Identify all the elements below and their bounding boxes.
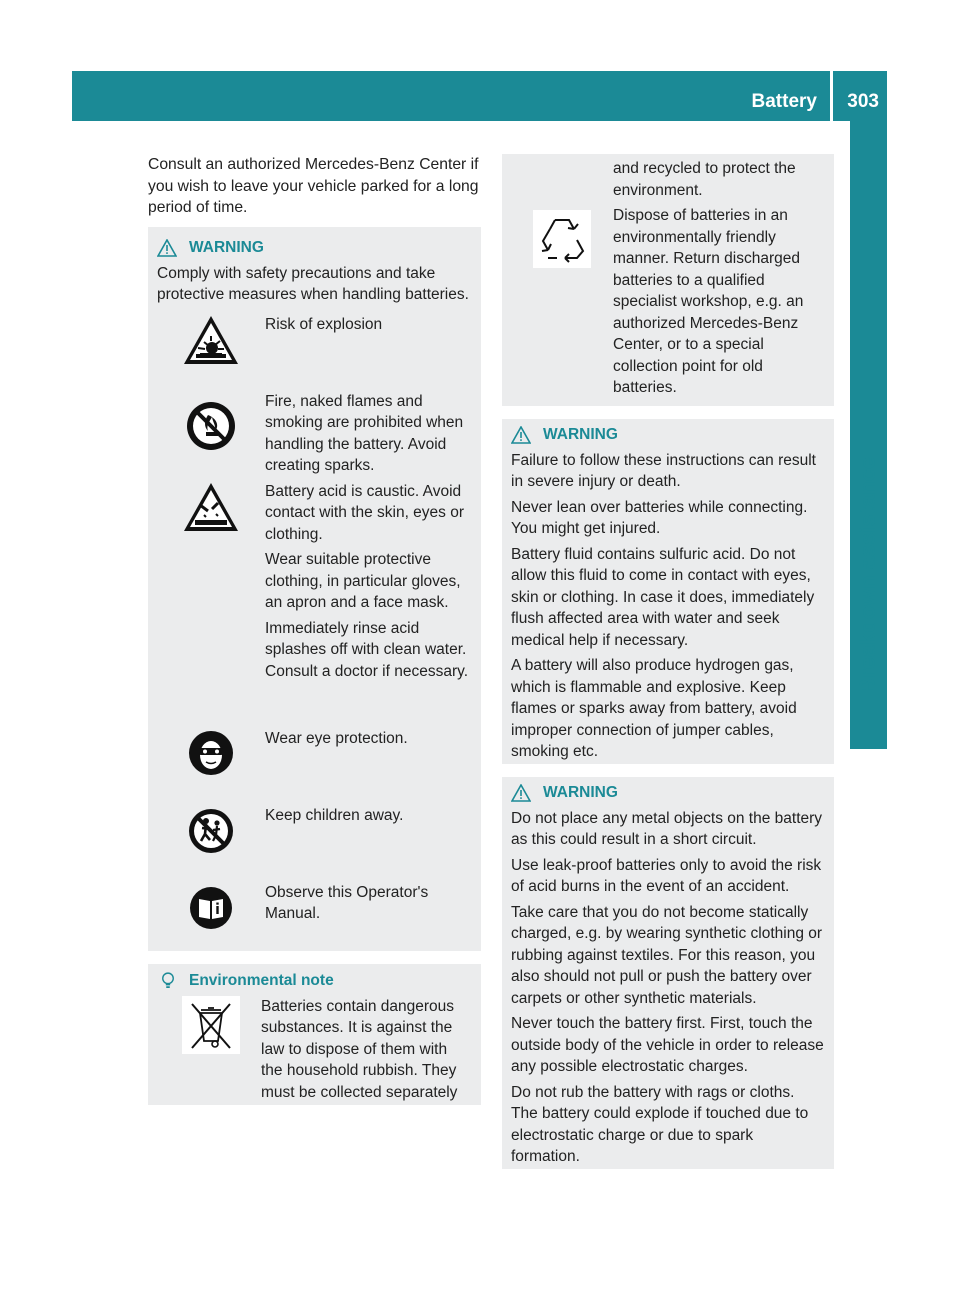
- warning-paragraph: Never lean over batteries while connecting. You might get injured.: [511, 498, 808, 537]
- symbol-text: Immediately rinse acid splashes off with clean water. Consult a doctor if necessary.: [265, 619, 469, 680]
- read-manual-icon: [189, 886, 233, 930]
- symbol-row-manual: [157, 882, 472, 952]
- warning-heading: [511, 424, 825, 446]
- warning-heading: [157, 237, 472, 259]
- symbol-text: Fire, naked flames and smoking are prohibited when handling the battery. Avoid creating sparks.: [265, 392, 464, 474]
- warning-paragraph: Use leak-proof batteries only to avoid the risk of acid burns in the event of an accident.: [511, 856, 822, 895]
- warning-paragraph: A battery will also produce hydrogen gas, which is flammable and explosive. Keep flames or sparks away from battery, avoid improper connection of jumper cables, smoking etc.: [511, 657, 797, 760]
- symbol-text: Observe this Operator's Manual.: [265, 883, 429, 922]
- symbol-text: Battery acid is caustic. Avoid contact with the skin, eyes or clothing.: [265, 482, 465, 543]
- crossed-bin-icon: [182, 996, 240, 1054]
- symbol-row-caustic: [157, 481, 472, 728]
- page-number: 303: [847, 91, 879, 112]
- explosion-hazard-icon: [182, 314, 240, 366]
- env-note-label: Environmental note: [189, 972, 334, 989]
- warning-paragraph: Do not place any metal objects on the battery as this could result in a short circuit.: [511, 809, 823, 848]
- symbol-row-children: [157, 805, 472, 882]
- side-tab-label: Breakdown assistance: [855, 456, 880, 694]
- page-header: [72, 71, 887, 121]
- env-note-text: Batteries contain dangerous substances. It is against the law to dispose of them with the household rubbish. They must be collected separately: [261, 997, 458, 1101]
- warning-label: WARNING: [543, 426, 618, 443]
- symbol-row-no-fire: [157, 391, 472, 481]
- no-open-flame-icon: [186, 401, 236, 451]
- warning-box-safety: [148, 227, 481, 951]
- symbol-text: Wear suitable protective clothing, in particular gloves, an apron and a face mask.: [265, 551, 461, 611]
- recycle-text-2: Dispose of batteries in an environmentally friendly manner. Return discharged batteries to a qualified specialist workshop, e.g. an authorized Mercedes-Benz Center, or to a special collection point for old batteries.: [613, 207, 804, 396]
- recycle-row: [511, 158, 825, 403]
- warning-triangle-icon: [511, 426, 531, 444]
- warning-box-injury: [502, 419, 834, 764]
- warning-triangle-icon: [511, 784, 531, 802]
- warning-paragraph: Battery fluid contains sulfuric acid. Do not allow this fluid to come in contact with eyes, skin or clothing. In case it does, immediately flush affected area with water and seek medical help if necessary.: [511, 545, 815, 649]
- warning-paragraph: Do not rub the battery with rags or cloths. The battery could explode if touched due to electrostatic charge or due to spark formation.: [511, 1083, 809, 1165]
- warning-label: WARNING: [189, 239, 264, 256]
- environmental-note-box: [148, 964, 481, 1105]
- env-note-heading: [161, 970, 472, 992]
- symbol-text: Wear eye protection.: [265, 729, 408, 747]
- section-title: Battery: [751, 91, 817, 112]
- warning-heading: [511, 782, 825, 804]
- corrosive-hazard-icon: [182, 481, 240, 533]
- intro-paragraph: Consult an authorized Mercedes-Benz Center if you wish to leave your vehicle parked for a long period of time.: [148, 156, 479, 216]
- warning-box-static: [502, 777, 834, 1169]
- symbol-text: Keep children away.: [265, 806, 404, 824]
- header-divider: [830, 71, 833, 121]
- recycle-box: [502, 154, 834, 406]
- symbol-row-eye-protection: [157, 728, 472, 805]
- warning-label: WARNING: [543, 784, 618, 801]
- recycling-icon: [533, 210, 591, 268]
- lightbulb-icon: [161, 972, 175, 990]
- symbol-text: Risk of explosion: [265, 315, 383, 333]
- warning-triangle-icon: [157, 239, 177, 257]
- symbol-row-explosion: [157, 314, 472, 391]
- recycle-text-1: and recycled to protect the environment.: [613, 160, 796, 199]
- env-note-row: [157, 996, 472, 1108]
- warning-paragraph: Failure to follow these instructions can result in severe injury or death.: [511, 451, 816, 490]
- warning-paragraph: Never touch the battery first. First, touch the outside body of the vehicle in order to release any possible electrostatic charges.: [511, 1015, 824, 1075]
- warning-paragraph: Take care that you do not become statically charged, e.g. by wearing synthetic clothing or rubbing against textiles. For this reason, you also should not pull or push the battery over carpets or other synthetic materials.: [511, 903, 823, 1007]
- eye-protection-icon: [188, 730, 234, 776]
- keep-children-away-icon: [188, 808, 234, 854]
- warning-text: Comply with safety precautions and take protective measures when handling batteries.: [157, 264, 469, 303]
